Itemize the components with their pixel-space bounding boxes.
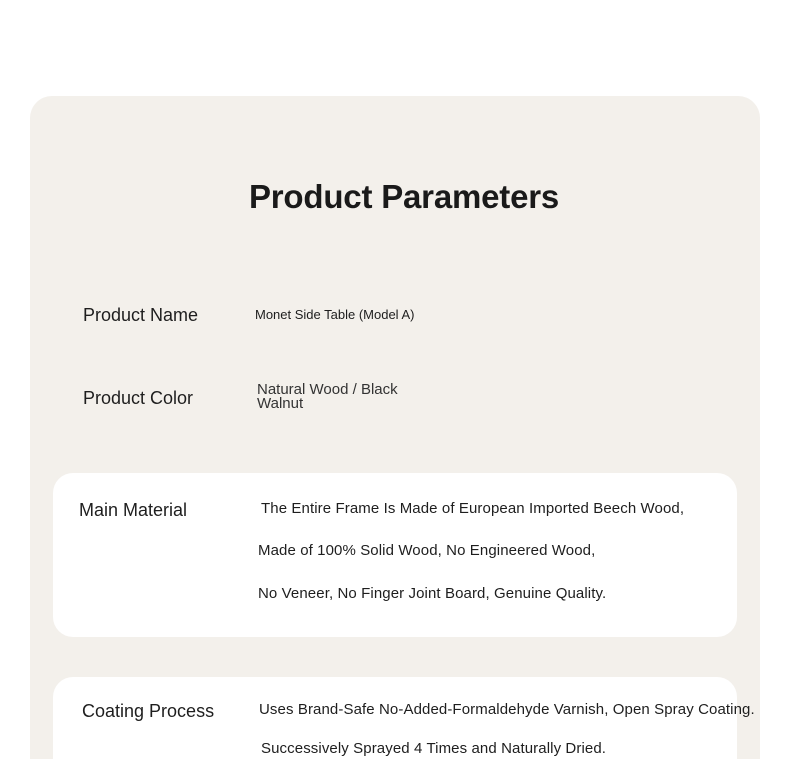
product-color-label: Product Color [83, 388, 194, 408]
coating-process-line: Uses Brand-Safe No-Added-Formaldehyde Varnish, Open Spray Coating. [259, 701, 755, 718]
section-title: Product Parameters [248, 178, 560, 215]
main-material-line: Made of 100% Solid Wood, No Engineered Wood, [258, 542, 596, 559]
main-material-line: No Veneer, No Finger Joint Board, Genuine Quality. [258, 585, 607, 602]
coating-process-label: Coating Process [82, 701, 215, 721]
main-material-line: The Entire Frame Is Made of European Imported Beech Wood, [261, 500, 685, 517]
product-name-label: Product Name [83, 305, 199, 325]
main-material-label: Main Material [79, 500, 188, 520]
coating-process-card [53, 677, 755, 759]
coating-process-line: Successively Sprayed 4 Times and Naturally Dried. [261, 740, 607, 757]
main-material-card [53, 473, 737, 637]
product-color-value: Natural Wood / Black Walnut [257, 381, 398, 412]
product-name-value: Monet Side Table (Model A) [255, 307, 415, 322]
